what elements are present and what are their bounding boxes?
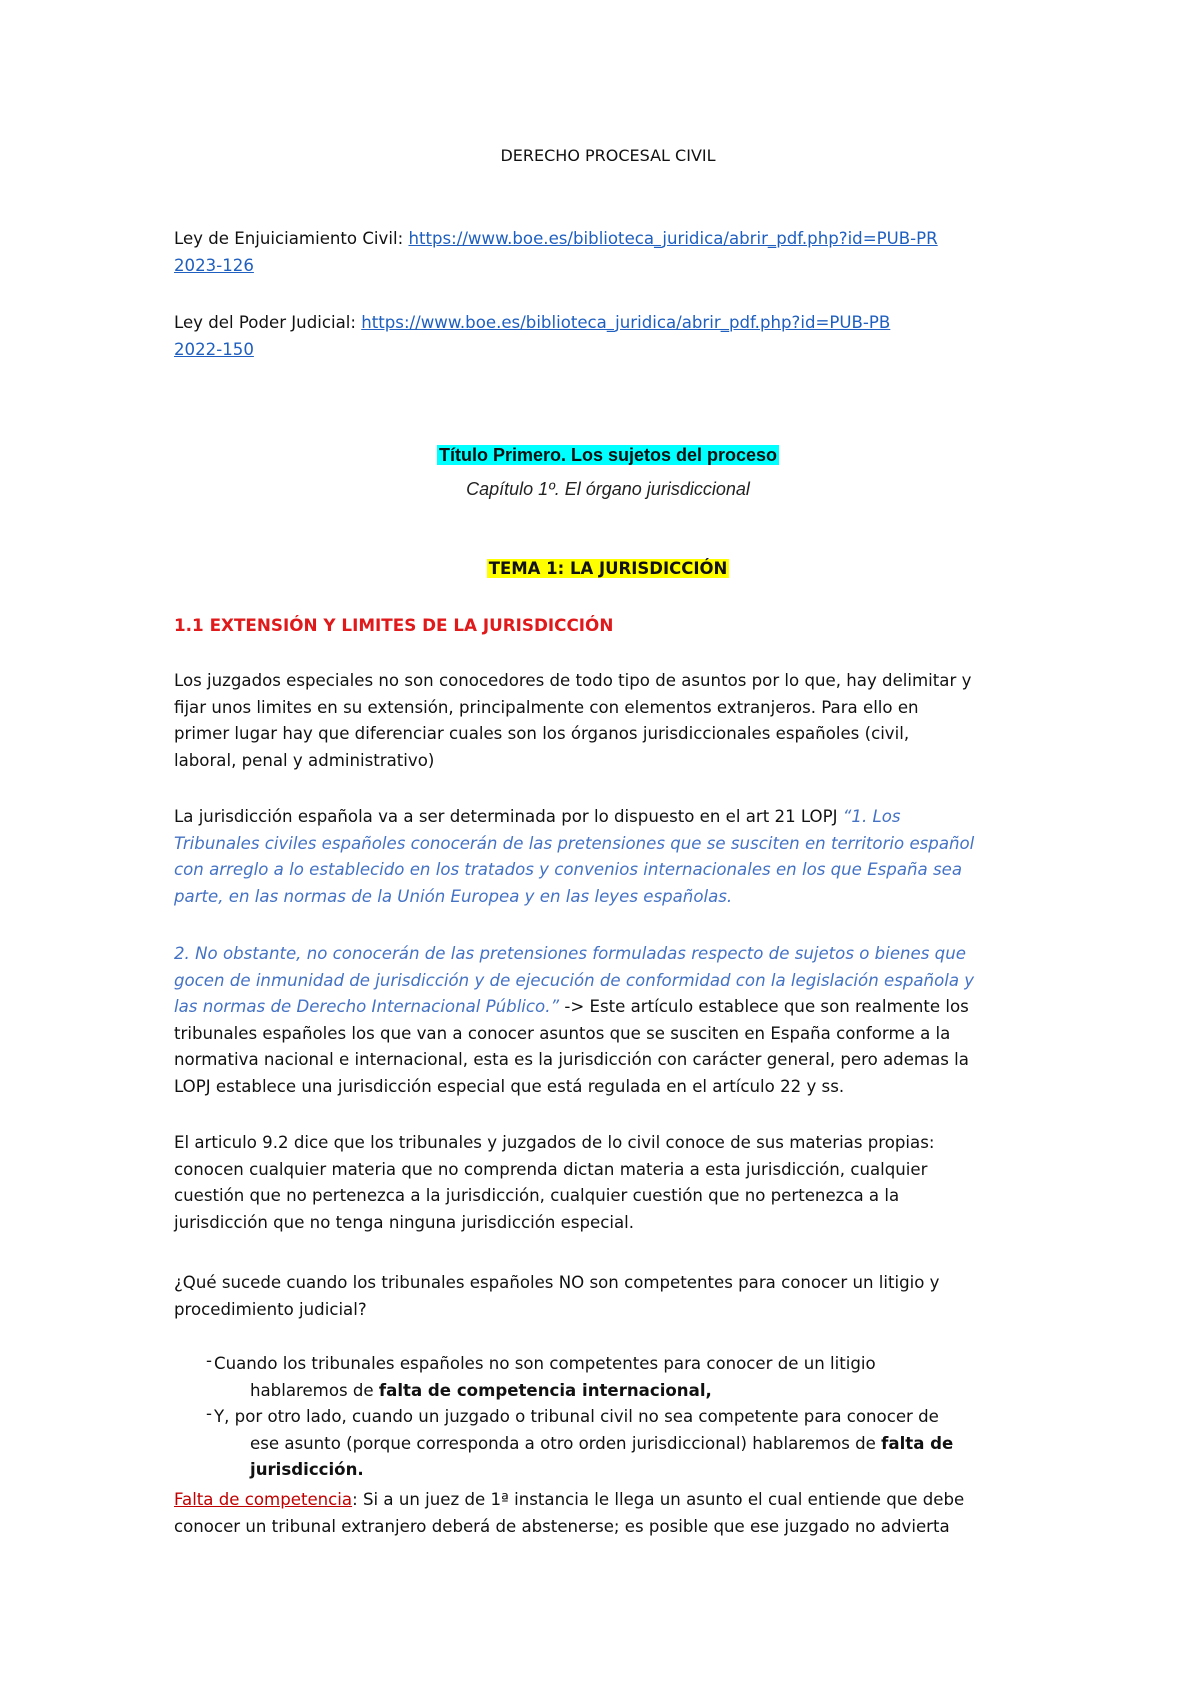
law-link-lopj-cont[interactable]: 2022-150 [174,339,254,359]
law-label: Ley de Enjuiciamiento Civil: [174,229,409,248]
list-item: - Cuando los tribunales españoles no son competentes para conocer de un litigio hablaremos de falta de competencia internacional, [206,1351,876,1400]
paragraph-art21-2: 2. No obstante, no conocerán de las pretensiones formuladas respecto de sujetos o bienes que gocen de inmunidad de jurisdicción y de ejecución de conformidad con la legislación española y las normas de Derecho Internacional Público.” -> Este artículo establece que son realmente los tribunales españoles los que van a conocer asuntos que se susciten en España conforme a la normativa nacional e internacional, esta es la jurisdicción con carácter general, pero ademas la LOPJ establece una jurisdicción especial que está regulada en el artículo 22 y ss. [174,944,975,1096]
paragraph-falta-competencia: Falta de competencia: Si a un juez de 1ª instancia le llega un asunto el cual entiende que debe conocer un tribunal extranjero deberá de abstenerse; es posible que ese juzgado no advierta [174,1490,965,1536]
list-item: - Y, por otro lado, cuando un juzgado o tribunal civil no sea competente para conocer de ese asunto (porque corresponda a otro orden jurisdiccional) hablaremos de falta de jurisdicción. [206,1404,954,1479]
paragraph-art9: El articulo 9.2 dice que los tribunales y juzgados de lo civil conoce de sus materias propias: conocen cualquier materia que no comprenda dictan materia a esta jurisdicción, cualquier cuestión que no pertenezca a la jurisdicción, cualquier cuestión que no pertenezca a la jurisdicción que no tenga ninguna jurisdicción especial. [174,1133,935,1232]
titulo-heading: Título Primero. Los sujetos del proceso [438,445,778,465]
bullet-list [174,1351,1042,1484]
paragraph-art21: La jurisdicción española va a ser determinada por lo dispuesto en el art 21 LOPJ “1. Los Tribunales civiles españoles conocerán de las pretensiones que se susciten en territorio español con arreglo a lo establecido en los tratados y convenios internacionales en los que España sea parte, en las normas de la Unión Europea y en las leyes españolas. [174,807,975,906]
dash-bullet: - [206,1404,212,1423]
falta-competencia-link[interactable]: Falta de competencia [174,1490,353,1509]
law-reference-lopj [174,310,1042,363]
quote-text: “1. Los [842,807,901,826]
dash-bullet: - [206,1351,212,1370]
law-link-lec[interactable]: https://www.boe.es/biblioteca_juridica/abrir_pdf.php?id=PUB-PR [408,229,938,248]
document-title: DERECHO PROCESAL CIVIL [500,146,716,165]
law-link-lopj[interactable]: https://www.boe.es/biblioteca_juridica/abrir_pdf.php?id=PUB-PB [361,313,891,332]
paragraph-extension: Los juzgados especiales no son conocedores de todo tipo de asuntos por lo que, hay delimitar y fijar unos limites en su extensión, principalmente con elementos extranjeros. Para ello en primer lugar hay que diferenciar cuales son los órganos jurisdiccionales españoles (civil, laboral, penal y administrativo) [174,671,972,770]
law-link-lec-cont[interactable]: 2023-126 [174,255,254,275]
tema-heading: TEMA 1: LA JURISDICCIÓN [488,559,728,578]
paragraph-question: ¿Qué sucede cuando los tribunales españoles NO son competentes para conocer un litigio y procedimiento judicial? [174,1273,940,1319]
capitulo-heading: Capítulo 1º. El órgano jurisdiccional [466,479,750,499]
section-heading: 1.1 EXTENSIÓN Y LIMITES DE LA JURISDICCIÓN [174,615,614,635]
law-label: Ley del Poder Judicial: [174,313,362,332]
law-reference-lec [174,226,1042,279]
